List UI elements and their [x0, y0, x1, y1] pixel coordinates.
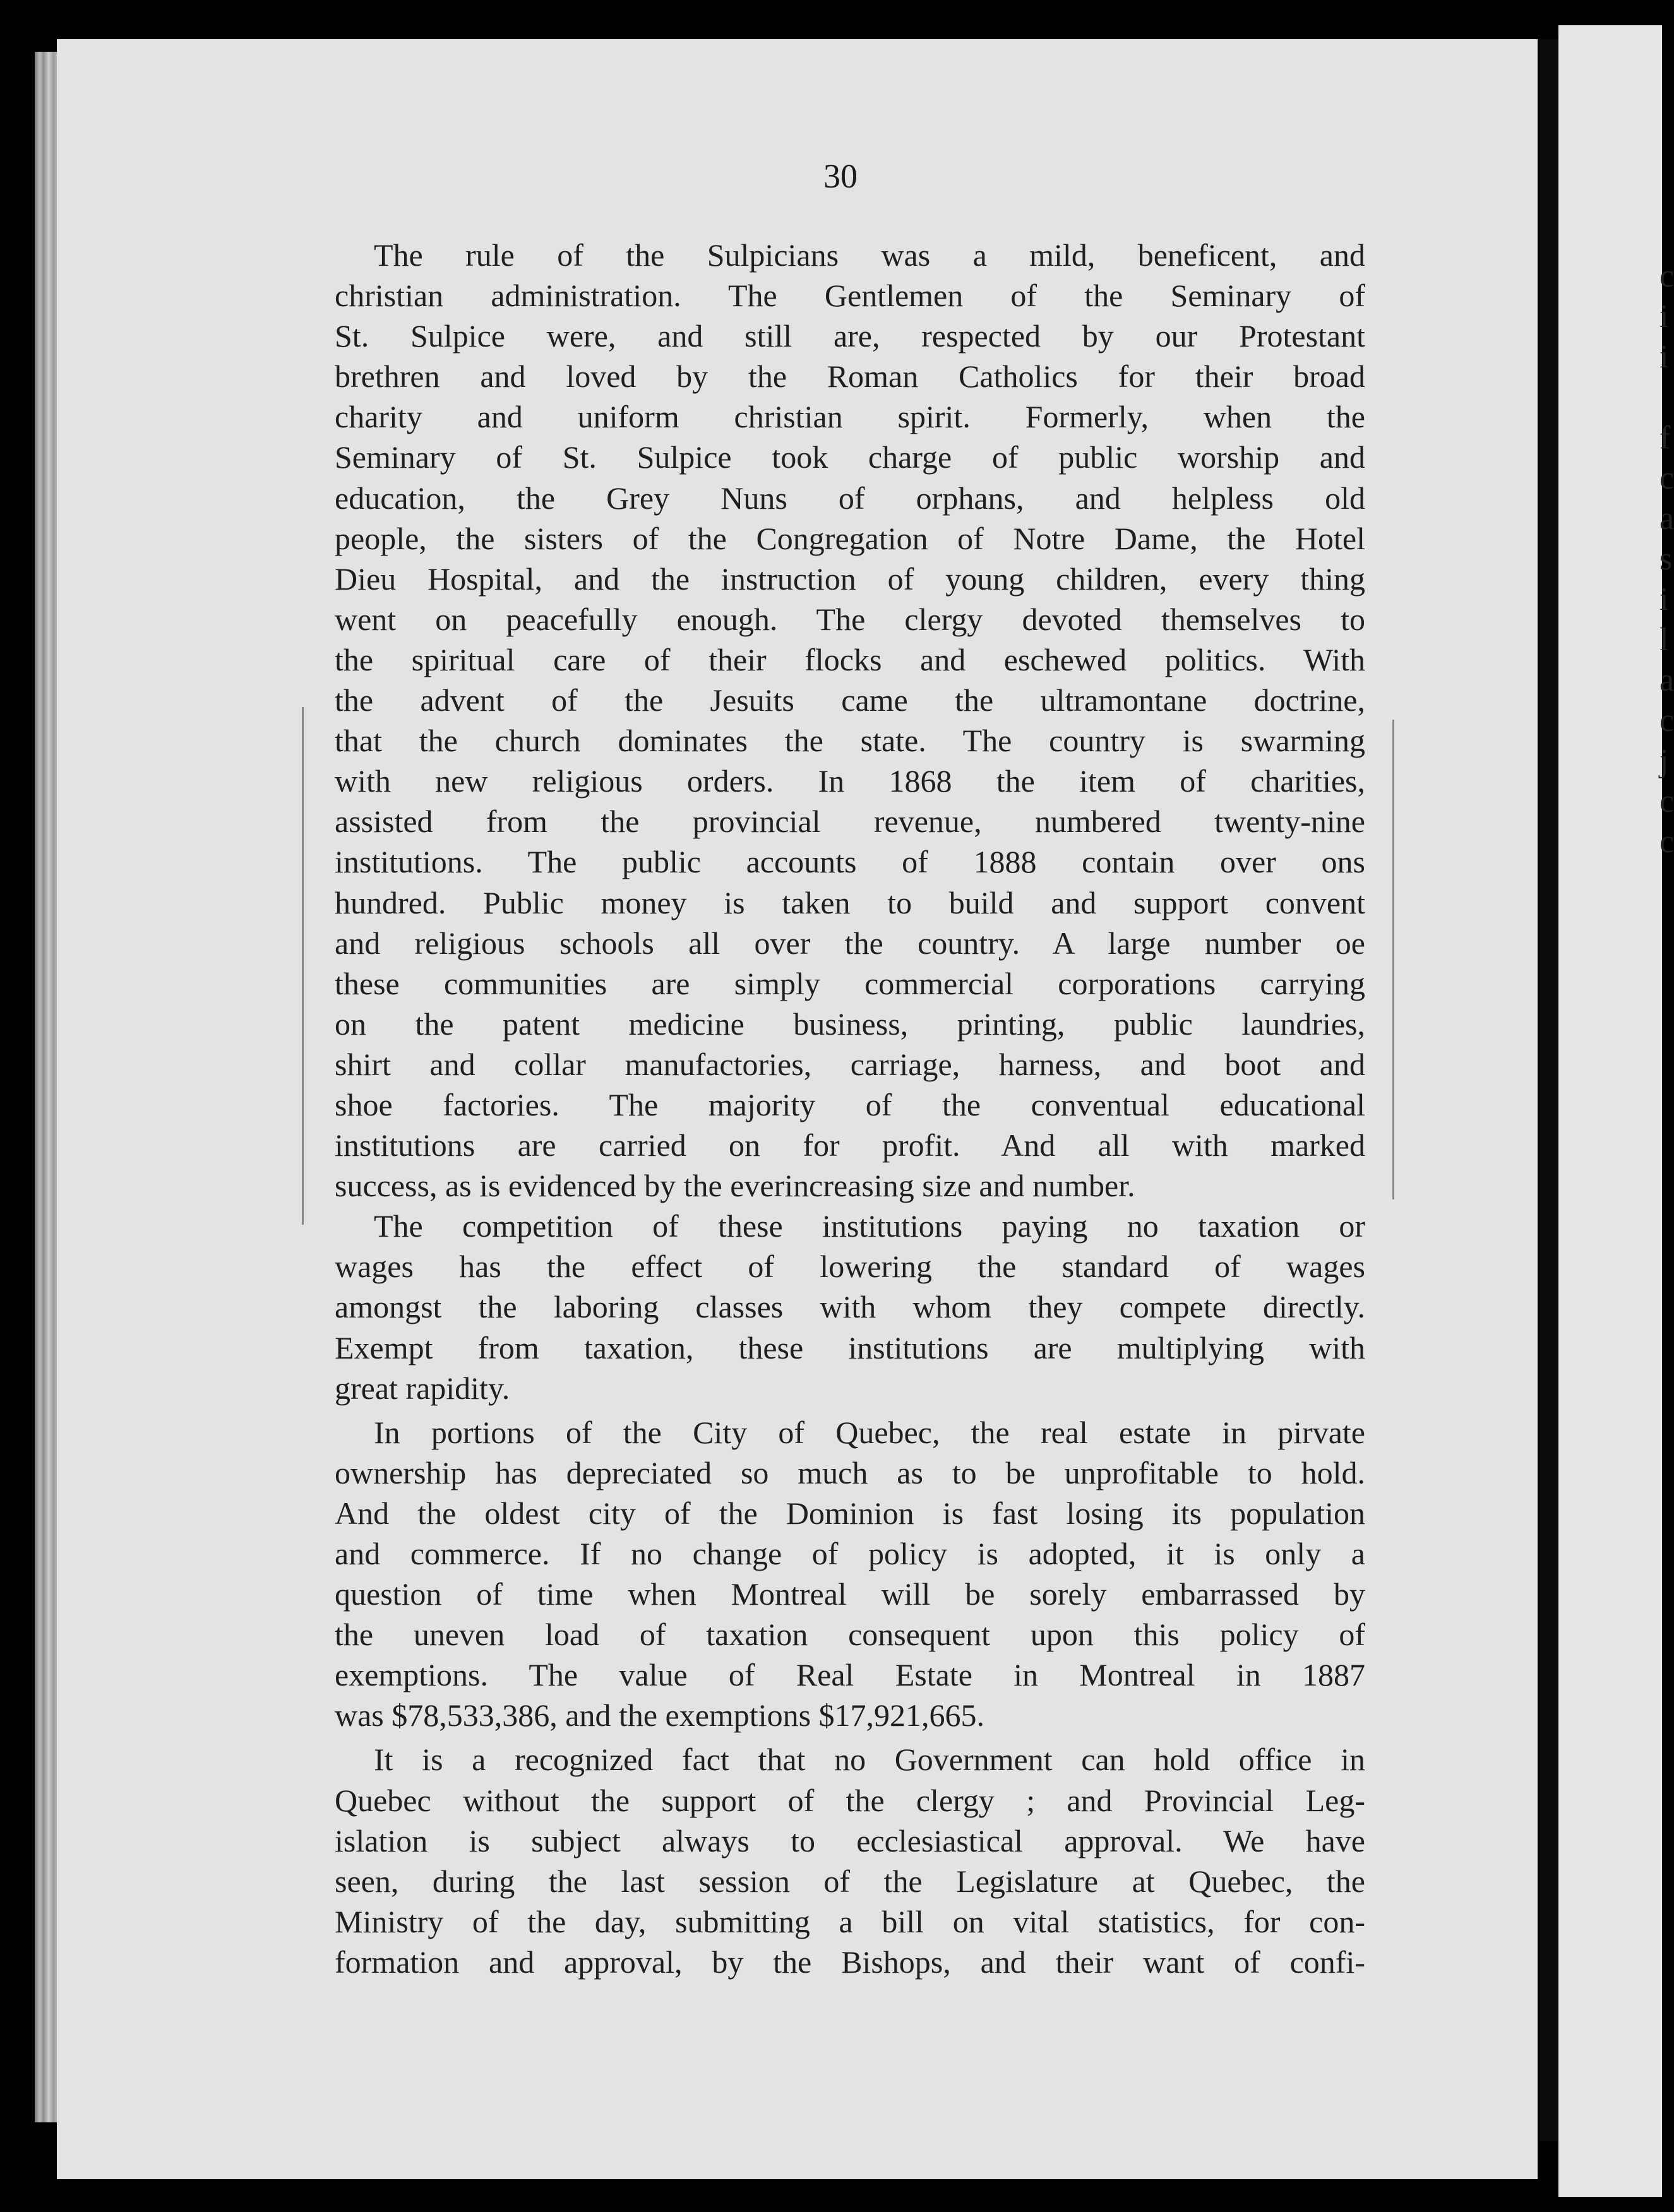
text-line: ownership has depreciated so much as to be unprofitable to hold. [335, 1454, 1365, 1490]
margin-pencil-mark-right [1392, 720, 1394, 1199]
text-line: shirt and collar manufactories, carriage, harness, and boot and [335, 1046, 1365, 1082]
text-line: assisted from the provincial revenue, numbered twenty-nine [335, 804, 1365, 840]
text-line: formation and approval, by the Bishops, and their want of confi- [335, 1944, 1365, 1980]
text-line: that the church dominates the state. The country is swarming [335, 723, 1365, 759]
text-line: wages has the effect of lowering the standard of wages [335, 1249, 1365, 1285]
text-line: It is a recognized fact that no Government can hold office in [374, 1742, 1365, 1778]
text-line: the spiritual care of their flocks and eschewed politics. With [335, 641, 1365, 677]
text-line: Quebec without the support of the clergy ; and Provincial Leg- [335, 1782, 1365, 1818]
facing-page-fragment: a [1659, 501, 1674, 537]
text-line: was $78,533,386, and the exemptions $17,921,665. [335, 1698, 985, 1733]
text-line: And the oldest city of the Dominion is fast losing its population [335, 1495, 1365, 1531]
margin-pencil-mark-left [302, 707, 304, 1225]
text-line: Seminary of St. Sulpice took charge of public worship and [335, 439, 1365, 475]
text-line: Dieu Hospital, and the instruction of young children, every thing [335, 561, 1365, 597]
text-line: success, as is evidenced by the everincreasing size and number. [335, 1168, 1135, 1204]
facing-page-fragment: i [1659, 299, 1669, 335]
paragraph [335, 1412, 1365, 1736]
facing-page-fragment: j [1659, 743, 1669, 779]
text-line: seen, during the last session of the Legislature at Quebec, the [335, 1863, 1365, 1899]
text-line: great rapidity. [335, 1370, 510, 1406]
text-line: people, the sisters of the Congregation of Notre Dame, the Hotel [335, 520, 1365, 556]
facing-page-edge [1558, 25, 1674, 2197]
text-line: institutions are carried on for profit. And all with marked [335, 1127, 1365, 1163]
text-line: amongst the laboring classes with whom they compete directly. [335, 1289, 1365, 1325]
text-line: In portions of the City of Quebec, the real estate in pirvate [374, 1414, 1365, 1450]
text-line: shoe factories. The majority of the conventual educational [335, 1086, 1365, 1122]
text-line: islation is subject always to ecclesiastical approval. We have [335, 1823, 1365, 1858]
facing-page-fragment: f [1659, 420, 1671, 456]
text-line: charity and uniform christian spirit. Formerly, when the [335, 399, 1365, 435]
facing-page-fragment: a [1659, 662, 1674, 698]
text-line: exemptions. The value of Real Estate in Montreal in 1887 [335, 1657, 1365, 1693]
paragraph [335, 1206, 1365, 1408]
text-line: with new religious orders. In 1868 the item of charities, [335, 763, 1365, 799]
facing-page-fragment: c [1659, 258, 1674, 294]
paragraph [335, 1739, 1365, 1982]
facing-page-fragment: l [1659, 622, 1669, 658]
text-line: education, the Grey Nuns of orphans, and helpless old [335, 480, 1365, 516]
text-line: went on peacefully enough. The clergy devoted themselves to [335, 601, 1365, 637]
body-text [335, 235, 1365, 1982]
text-line: question of time when Montreal will be sorely embarrassed by [335, 1576, 1365, 1612]
text-line: The competition of these institutions paying no taxation or [374, 1208, 1365, 1244]
text-line: these communities are simply commercial corporations carrying [335, 965, 1365, 1001]
text-line: institutions. The public accounts of 1888 contain over ons [335, 844, 1365, 880]
facing-page-fragment: c [1659, 783, 1674, 819]
text-line: and commerce. If no change of policy is adopted, it is only a [335, 1536, 1365, 1571]
text-line: Exempt from taxation, these institutions are multiplying with [335, 1329, 1365, 1365]
facing-page-fragment: c [1659, 460, 1674, 496]
page-number: 30 [823, 157, 858, 195]
text-line: hundred. Public money is taken to build and support convent [335, 884, 1365, 920]
text-line: brethren and loved by the Roman Catholics for their broad [335, 359, 1365, 395]
facing-page-fragment: i [1659, 339, 1669, 375]
text-line: The rule of the Sulpicians was a mild, beneficent, and [374, 237, 1365, 273]
text-line: on the patent medicine business, printing, public laundries, [335, 1006, 1365, 1042]
text-line: christian administration. The Gentlemen of the Seminary of [335, 278, 1365, 314]
book-binding [1539, 39, 1558, 2141]
facing-page-fragment: c [1659, 824, 1674, 860]
facing-page-fragment: i [1659, 581, 1669, 617]
text-line: the uneven load of taxation consequent upon this policy of [335, 1617, 1365, 1653]
text-line: the advent of the Jesuits came the ultramontane doctrine, [335, 682, 1365, 718]
paragraph [335, 235, 1365, 1206]
text-line: Ministry of the day, submitting a bill on vital statistics, for con- [335, 1903, 1365, 1939]
facing-page-fragment: s [1659, 541, 1673, 577]
facing-page-fragment: c [1659, 703, 1674, 739]
text-line: St. Sulpice were, and still are, respected by our Protestant [335, 318, 1365, 354]
text-line: and religious schools all over the country. A large number oe [335, 925, 1365, 961]
